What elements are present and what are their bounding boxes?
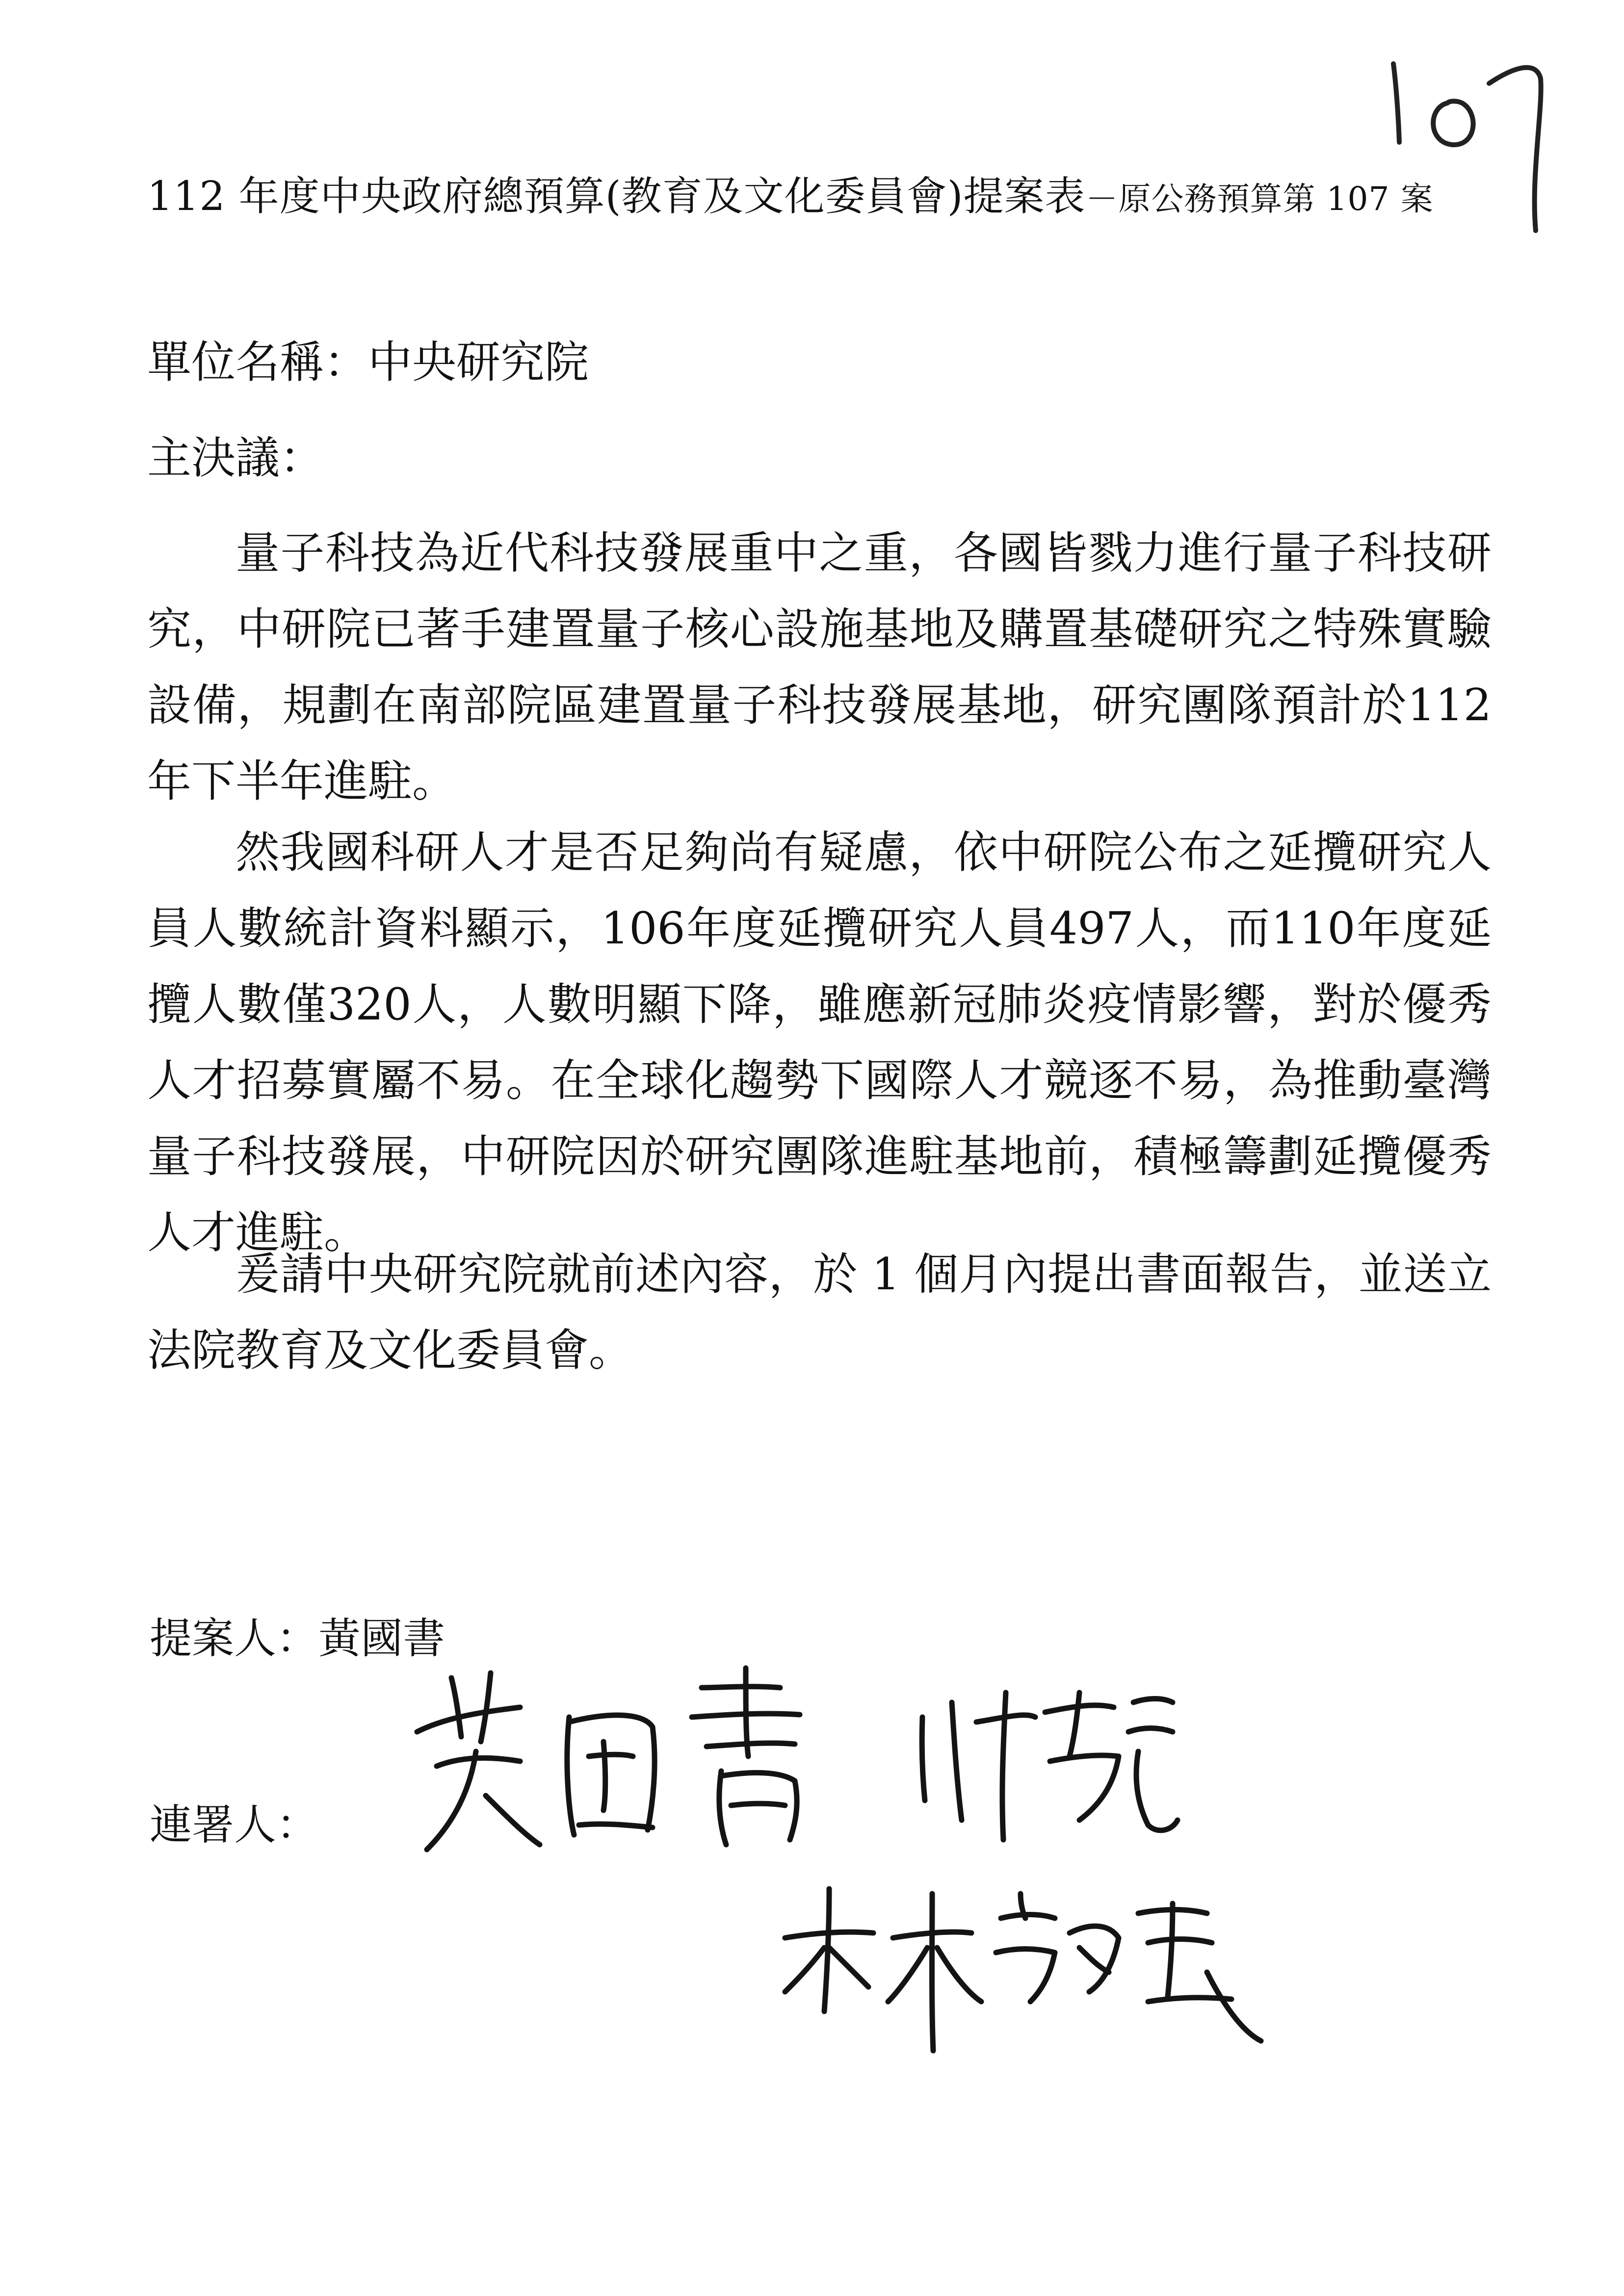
signature-chen-hsiu-pao [908,1673,1182,1859]
resolution-paragraph-2: 然我國科研人才是否足夠尚有疑慮，依中研院公布之延攬研究人員人數統計資料顯示，106年度延攬研究人員497人，而110年度延攬人數僅320人，人數明顯下降，雖應新冠肺炎疫情影響，對於優秀人才招募實屬不易。在全球化趨勢下國際人才競逐不易，為推動臺灣量子科技發展，中研院因於研究團隊進駐基地前，積極籌劃延攬優秀人才進駐。 [147,827,1492,1258]
unit-value: 中央研究院 [368,337,589,388]
proposer-line [150,1604,445,1665]
title-main: 112 年度中央政府總預算(教育及文化委員會)提案表 [147,173,1086,220]
resolution-paragraph-1: 量子科技為近代科技發展重中之重，各國皆戮力進行量子科技研究，中研院已著手建置量子核心設施基地及購置基礎研究之特殊實驗設備，規劃在南部院區建置量子科技發展基地，研究團隊預計於112年下半年進駐。 [147,527,1492,807]
proposer-name: 黃國書 [318,1614,445,1663]
unit-name-line [147,326,589,390]
signature-huang-kuo-shu [407,1658,859,1874]
title-suffix: －原公務預算第 107 案 [1085,180,1434,218]
cosigner-label: 連署人： [150,1800,318,1850]
resolution-label: 主決議： [147,432,324,484]
signature-lin-yi-chin [775,1874,1266,2061]
document-title [147,164,1501,222]
proposer-label: 提案人： [150,1614,318,1663]
resolution-paragraph-3: 爰請中央研究院就前述內容，於 1 個月內提出書面報告，並送立法院教育及文化委員會。 [147,1249,1492,1376]
unit-label: 單位名稱： [147,337,368,388]
